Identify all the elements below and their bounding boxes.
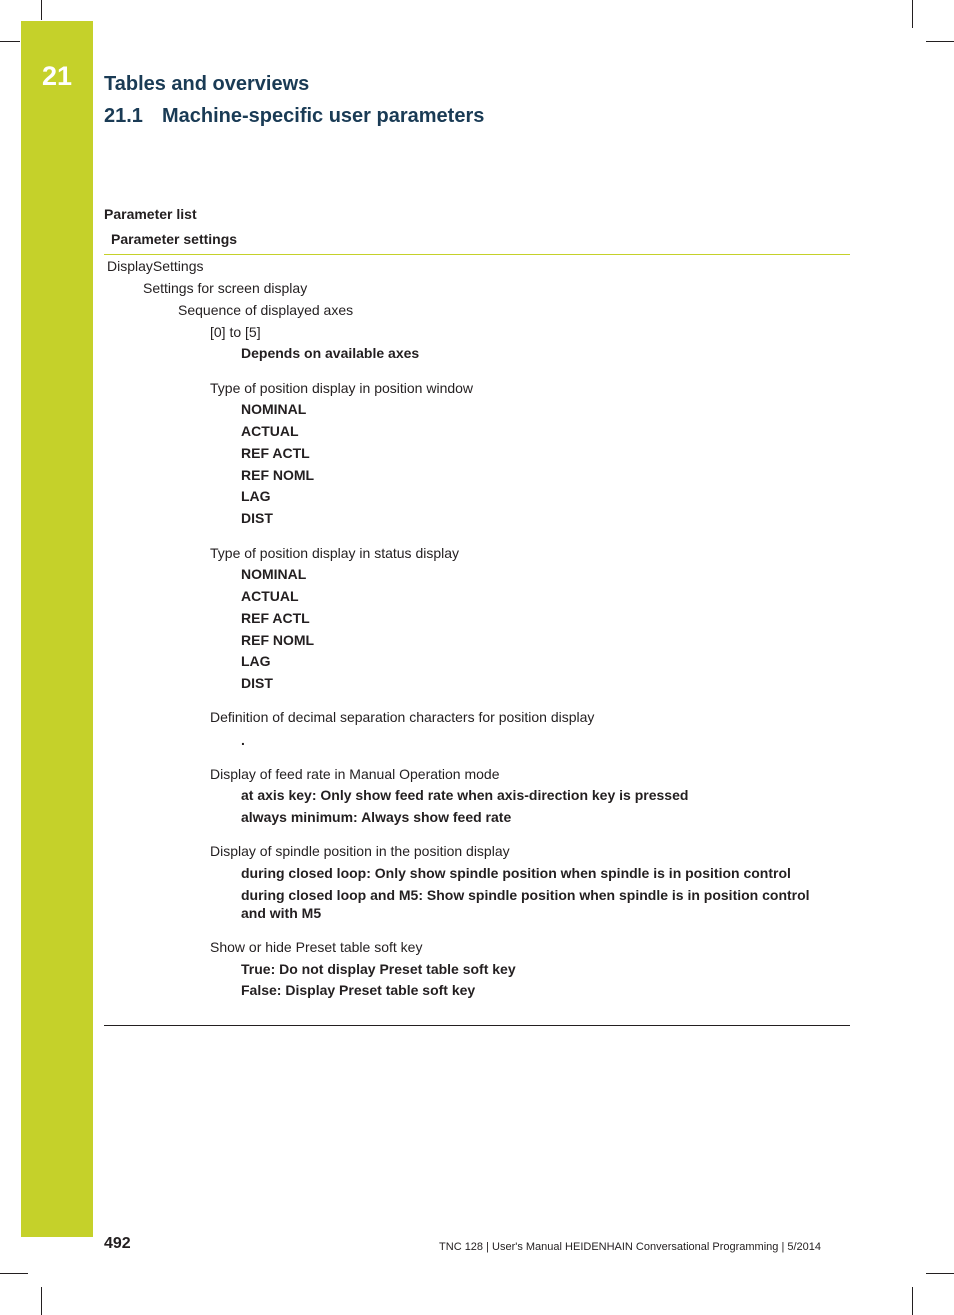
crop-mark bbox=[0, 1273, 28, 1274]
parameter-name: Definition of decimal separation characters for position display bbox=[210, 709, 595, 725]
crop-mark bbox=[912, 0, 913, 28]
parameter-option: ACTUAL bbox=[241, 588, 299, 604]
parameter-name: Show or hide Preset table soft key bbox=[210, 939, 423, 955]
parameter-value: . bbox=[241, 732, 245, 748]
chapter-number: 21 bbox=[41, 61, 73, 91]
chapter-sidebar bbox=[21, 21, 93, 1237]
crop-mark bbox=[926, 41, 954, 42]
chapter-title: Tables and overviews bbox=[104, 73, 310, 95]
parameter-list-title: Parameter list bbox=[104, 206, 197, 222]
parameter-option: NOMINAL bbox=[241, 566, 307, 582]
parameter-group: Settings for screen display bbox=[143, 280, 308, 296]
parameter-option: LAG bbox=[241, 488, 271, 504]
parameter-option: NOMINAL bbox=[241, 401, 307, 417]
parameter-option: REF NOML bbox=[241, 467, 315, 483]
parameter-option: during closed loop: Only show spindle position when spindle is in position control bbox=[241, 865, 791, 881]
section-title bbox=[104, 105, 484, 127]
parameter-name: Type of position display in status display bbox=[210, 545, 460, 561]
parameter-option: REF ACTL bbox=[241, 445, 310, 461]
parameter-index: [0] to [5] bbox=[210, 324, 261, 340]
parameter-name: Sequence of displayed axes bbox=[178, 302, 354, 318]
parameter-option: always minimum: Always show feed rate bbox=[241, 809, 512, 825]
table-bottom-divider bbox=[104, 1025, 850, 1026]
page-number: 492 bbox=[104, 1235, 131, 1252]
table-column-header: Parameter settings bbox=[111, 231, 238, 247]
parameter-root: DisplaySettings bbox=[107, 258, 204, 274]
parameter-option: at axis key: Only show feed rate when axis-direction key is pressed bbox=[241, 787, 689, 803]
parameter-option: during closed loop and M5: Show spindle position when spindle is in position control and with M5 bbox=[241, 887, 810, 921]
parameter-option: REF NOML bbox=[241, 632, 315, 648]
crop-mark bbox=[912, 1287, 913, 1315]
section-title-text: Machine-specific user parameters bbox=[162, 105, 485, 127]
parameter-option: LAG bbox=[241, 653, 271, 669]
footer-text: TNC 128 | User's Manual HEIDENHAIN Conversational Programming | 5/2014 bbox=[439, 1241, 821, 1253]
crop-mark bbox=[926, 1273, 954, 1274]
parameter-option: REF ACTL bbox=[241, 610, 310, 626]
parameter-option: False: Display Preset table soft key bbox=[241, 982, 476, 998]
parameter-option: DIST bbox=[241, 510, 273, 526]
header-divider bbox=[104, 254, 850, 255]
parameter-value: Depends on available axes bbox=[241, 345, 420, 361]
crop-mark bbox=[0, 41, 20, 42]
parameter-option: DIST bbox=[241, 675, 273, 691]
section-number: 21.1 bbox=[104, 105, 143, 127]
crop-mark bbox=[41, 1287, 42, 1315]
parameter-name: Display of feed rate in Manual Operation mode bbox=[210, 766, 500, 782]
parameter-name: Display of spindle position in the position display bbox=[210, 843, 510, 859]
parameter-name: Type of position display in position window bbox=[210, 380, 474, 396]
crop-mark bbox=[41, 0, 42, 20]
parameter-option: True: Do not display Preset table soft key bbox=[241, 961, 516, 977]
parameter-option: ACTUAL bbox=[241, 423, 299, 439]
